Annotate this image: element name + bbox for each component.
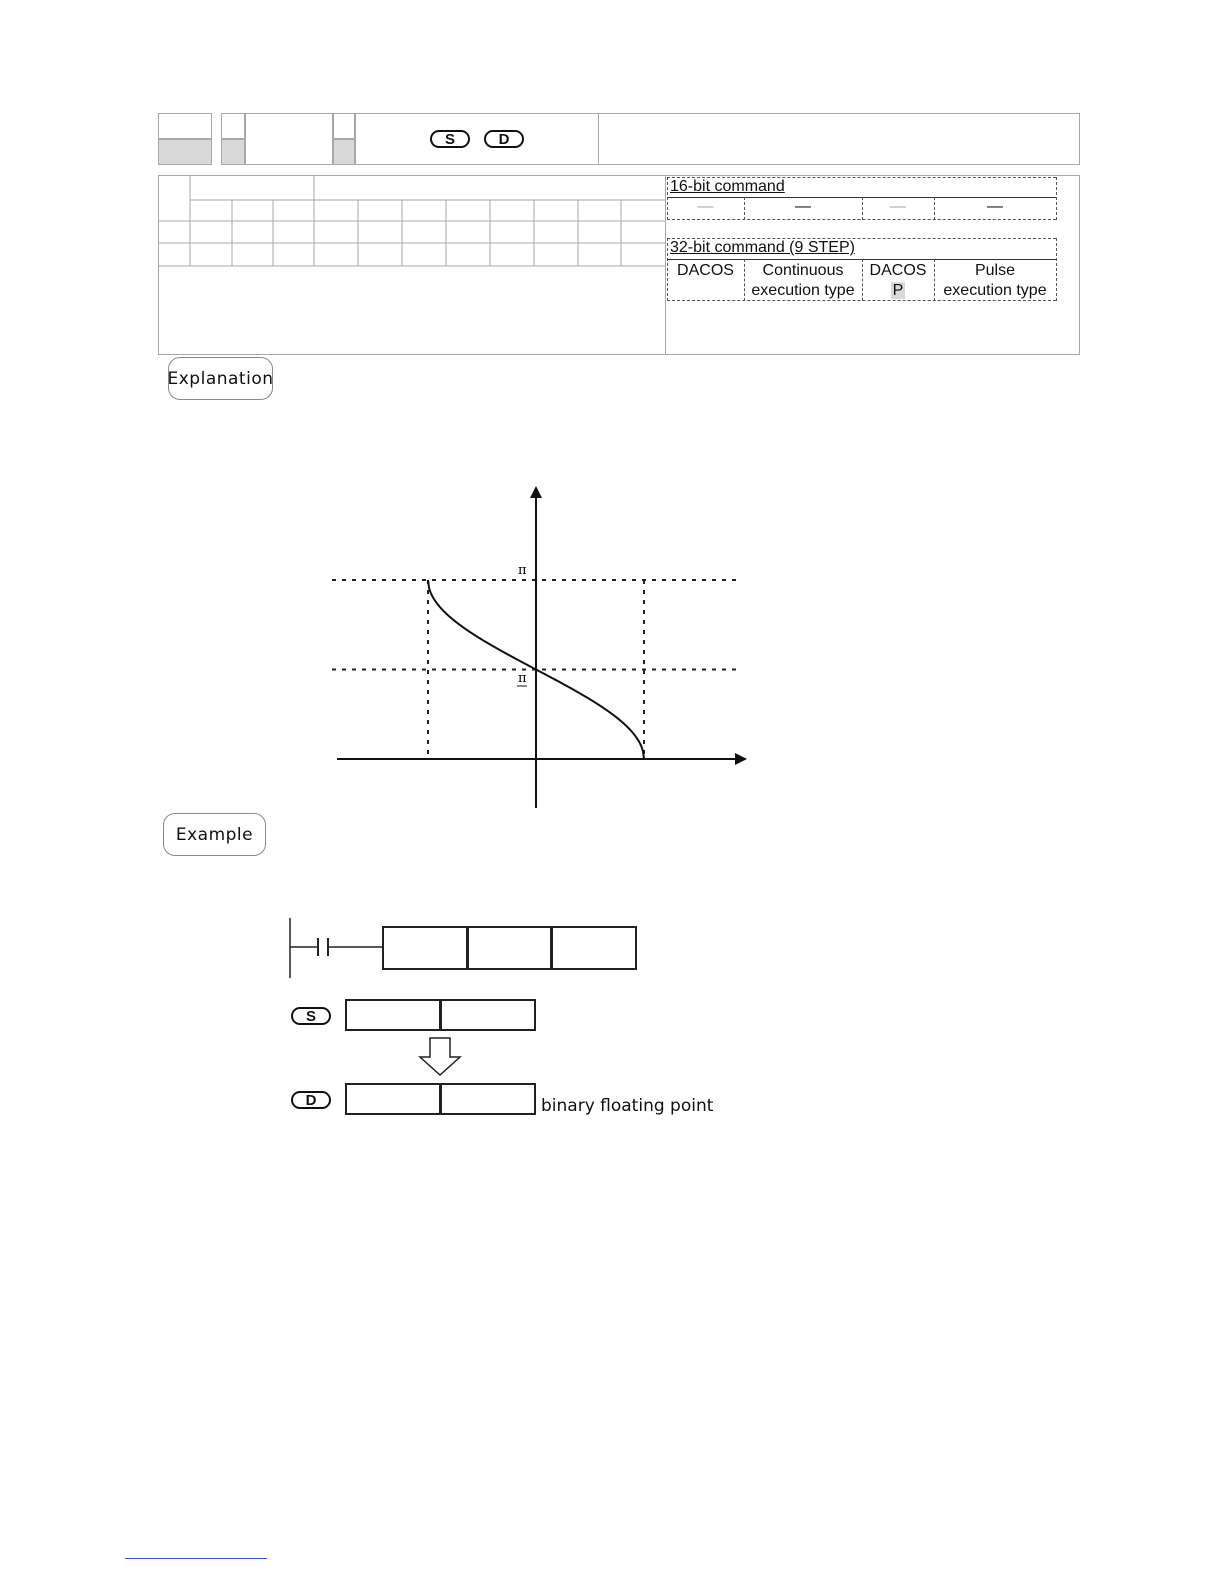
- cmd16-cell: —: [890, 198, 906, 215]
- cmd16-cell: —: [987, 198, 1003, 215]
- cmd32-line1: DACOS: [677, 262, 734, 279]
- instruction-box-destination: [550, 926, 637, 970]
- down-arrow-icon: [418, 1037, 462, 1077]
- tick-label-pi: π: [518, 563, 527, 578]
- source-register-high: [345, 999, 442, 1031]
- operand-s-badge: S: [430, 130, 470, 148]
- destination-badge: D: [291, 1091, 331, 1109]
- cmd16-cell: —: [795, 198, 811, 215]
- destination-note: binary floating point: [541, 1096, 714, 1116]
- cmd16-cell: —: [697, 198, 714, 215]
- footer-link-underline[interactable]: [125, 1558, 267, 1559]
- cmd32-line1: DACOS: [869, 262, 927, 279]
- example-tab: Example: [163, 813, 266, 856]
- instruction-box-mnemonic: [382, 926, 469, 970]
- cmd32-line2: execution type: [943, 282, 1047, 299]
- source-register-low: [439, 999, 536, 1031]
- cmd32-line2: execution type: [751, 282, 855, 299]
- tick-label-pi-half: π: [518, 671, 527, 686]
- destination-register-low: [439, 1083, 536, 1115]
- cmd32-line1: Continuous: [762, 262, 844, 279]
- cmd32-title: 32-bit command (9 STEP): [670, 239, 855, 256]
- instruction-box-source: [466, 926, 553, 970]
- destination-register-high: [345, 1083, 442, 1115]
- cmd32-line1: Pulse: [974, 262, 1016, 279]
- explanation-tab: Explanation: [168, 357, 273, 400]
- pulse-suffix: P: [892, 282, 904, 299]
- operand-d-badge: D: [484, 130, 524, 148]
- cmd16-title: 16-bit command: [670, 178, 785, 195]
- source-badge: S: [291, 1007, 331, 1025]
